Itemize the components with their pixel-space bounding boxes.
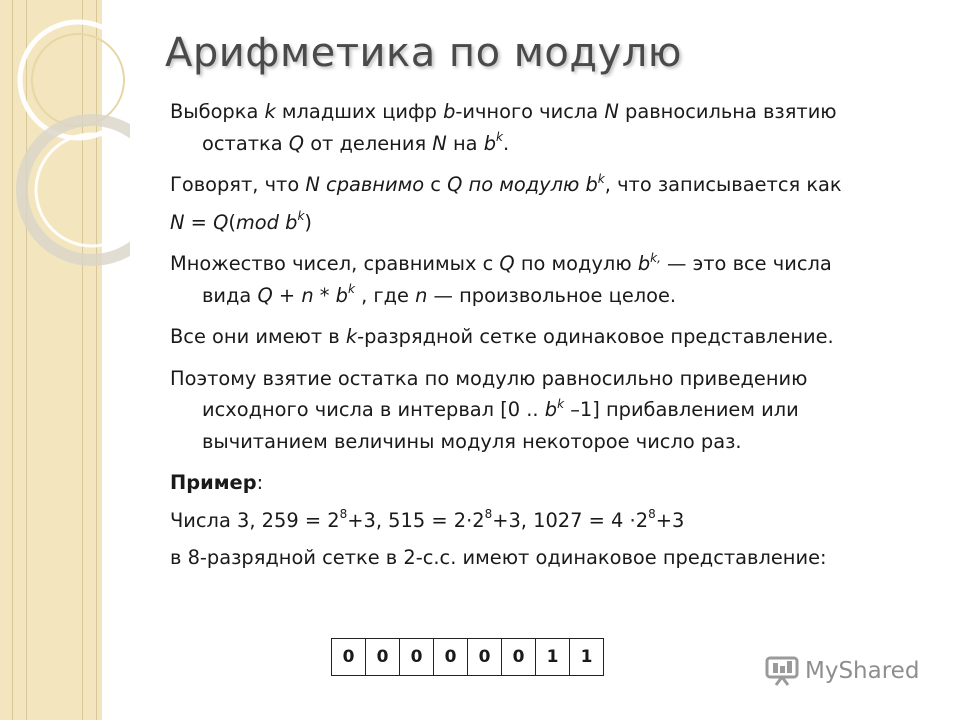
text-segment: b — [483, 131, 497, 155]
bit-grid — [331, 638, 604, 676]
text-segment: n — [415, 283, 428, 307]
paragraph — [170, 248, 930, 311]
text-segment: : — [256, 471, 264, 494]
superscript: k — [297, 209, 305, 224]
text-segment: Q — [288, 131, 305, 155]
bit-cell: 0 — [366, 639, 400, 675]
bit-cell: 0 — [434, 639, 468, 675]
text-segment: ) — [304, 210, 312, 234]
text-segment: +3, 1027 = 4 ·2 — [492, 508, 649, 532]
paragraph — [170, 96, 930, 159]
text-segment: Говорят, что — [170, 173, 306, 196]
text-segment: k — [345, 325, 358, 348]
superscript: k, — [650, 250, 661, 265]
superscript: k — [347, 282, 355, 297]
text-segment: mod b — [235, 210, 298, 234]
text-segment: N — [432, 131, 447, 155]
text-segment: Множество чисел, сравнимых с — [170, 252, 500, 275]
text-segment: исходного числа в интервал [0 .. — [202, 398, 545, 421]
text-segment: вычитанием величины модуля некоторое число раз. — [202, 429, 742, 453]
watermark — [765, 656, 919, 686]
presentation-icon — [765, 656, 799, 686]
superscript: 8 — [339, 507, 348, 522]
text-segment: -разрядной сетке одинаковое представление. — [357, 325, 834, 348]
text-segment: — это все числа — [660, 252, 832, 275]
text-segment: -ичного числа — [455, 100, 605, 123]
page-title: Арифметика по модулю — [165, 30, 682, 76]
superscript: k — [557, 396, 565, 411]
superscript: 8 — [484, 507, 493, 522]
text-segment: , что записывается как — [604, 173, 842, 196]
paragraph — [170, 321, 930, 353]
text-segment: +3, 515 = 2·2 — [347, 508, 485, 532]
paragraph — [170, 505, 930, 537]
text-segment: вида — [202, 283, 258, 307]
text-segment: . — [502, 131, 510, 155]
text-segment: Числа 3, 259 = 2 — [170, 508, 340, 532]
paragraph — [170, 467, 930, 499]
text-segment: Поэтому взятие остатка по модулю равносильно приведению — [170, 366, 808, 390]
text-segment: на — [446, 131, 484, 155]
paragraph — [170, 542, 930, 574]
superscript: k — [496, 130, 503, 145]
bit-cell: 1 — [536, 639, 570, 675]
paragraph — [170, 363, 930, 458]
bit-cell: 0 — [332, 639, 366, 675]
text-segment: k — [264, 100, 276, 123]
text-segment: Q + n * b — [257, 283, 348, 307]
bit-cell: 0 — [468, 639, 502, 675]
bit-cell: 0 — [400, 639, 434, 675]
text-segment: Все они имеют в — [170, 325, 346, 348]
text-segment: N — [604, 100, 619, 123]
text-segment: +3 — [655, 508, 685, 532]
text-segment: Q по модулю b — [447, 173, 598, 196]
text-segment: Пример — [170, 471, 257, 494]
text-segment: в 8-разрядной сетке в 2-с.с. имеют одинаковое представление: — [170, 546, 827, 569]
text-segment: младших цифр — [275, 100, 444, 123]
decorative-circles — [0, 0, 130, 300]
text-segment: с — [424, 173, 448, 196]
text-segment: от деления — [304, 131, 433, 155]
text-segment: b — [544, 398, 558, 421]
text-segment: по модулю — [514, 252, 638, 275]
text-segment: равносильна взятию — [618, 100, 837, 123]
text-segment: –1] прибавлением или — [564, 398, 799, 421]
slide-content — [170, 96, 930, 584]
watermark-text: MyShared — [805, 658, 920, 684]
text-segment: b — [443, 100, 456, 123]
text-segment: N сравнимо — [305, 173, 425, 196]
text-segment: , где — [354, 283, 416, 307]
superscript: k — [597, 171, 605, 186]
text-segment: N = Q — [170, 210, 229, 234]
paragraph — [170, 169, 930, 201]
text-segment: — произвольное целое. — [427, 283, 677, 307]
text-segment: ( — [228, 210, 236, 234]
superscript: 8 — [648, 507, 656, 522]
text-segment: Q — [499, 252, 515, 275]
bit-cell: 0 — [502, 639, 536, 675]
bit-cell: 1 — [580, 647, 593, 667]
text-segment: остатка — [202, 131, 289, 155]
text-segment: b — [637, 252, 651, 275]
text-segment: Выборка — [170, 100, 265, 123]
paragraph — [170, 207, 930, 239]
